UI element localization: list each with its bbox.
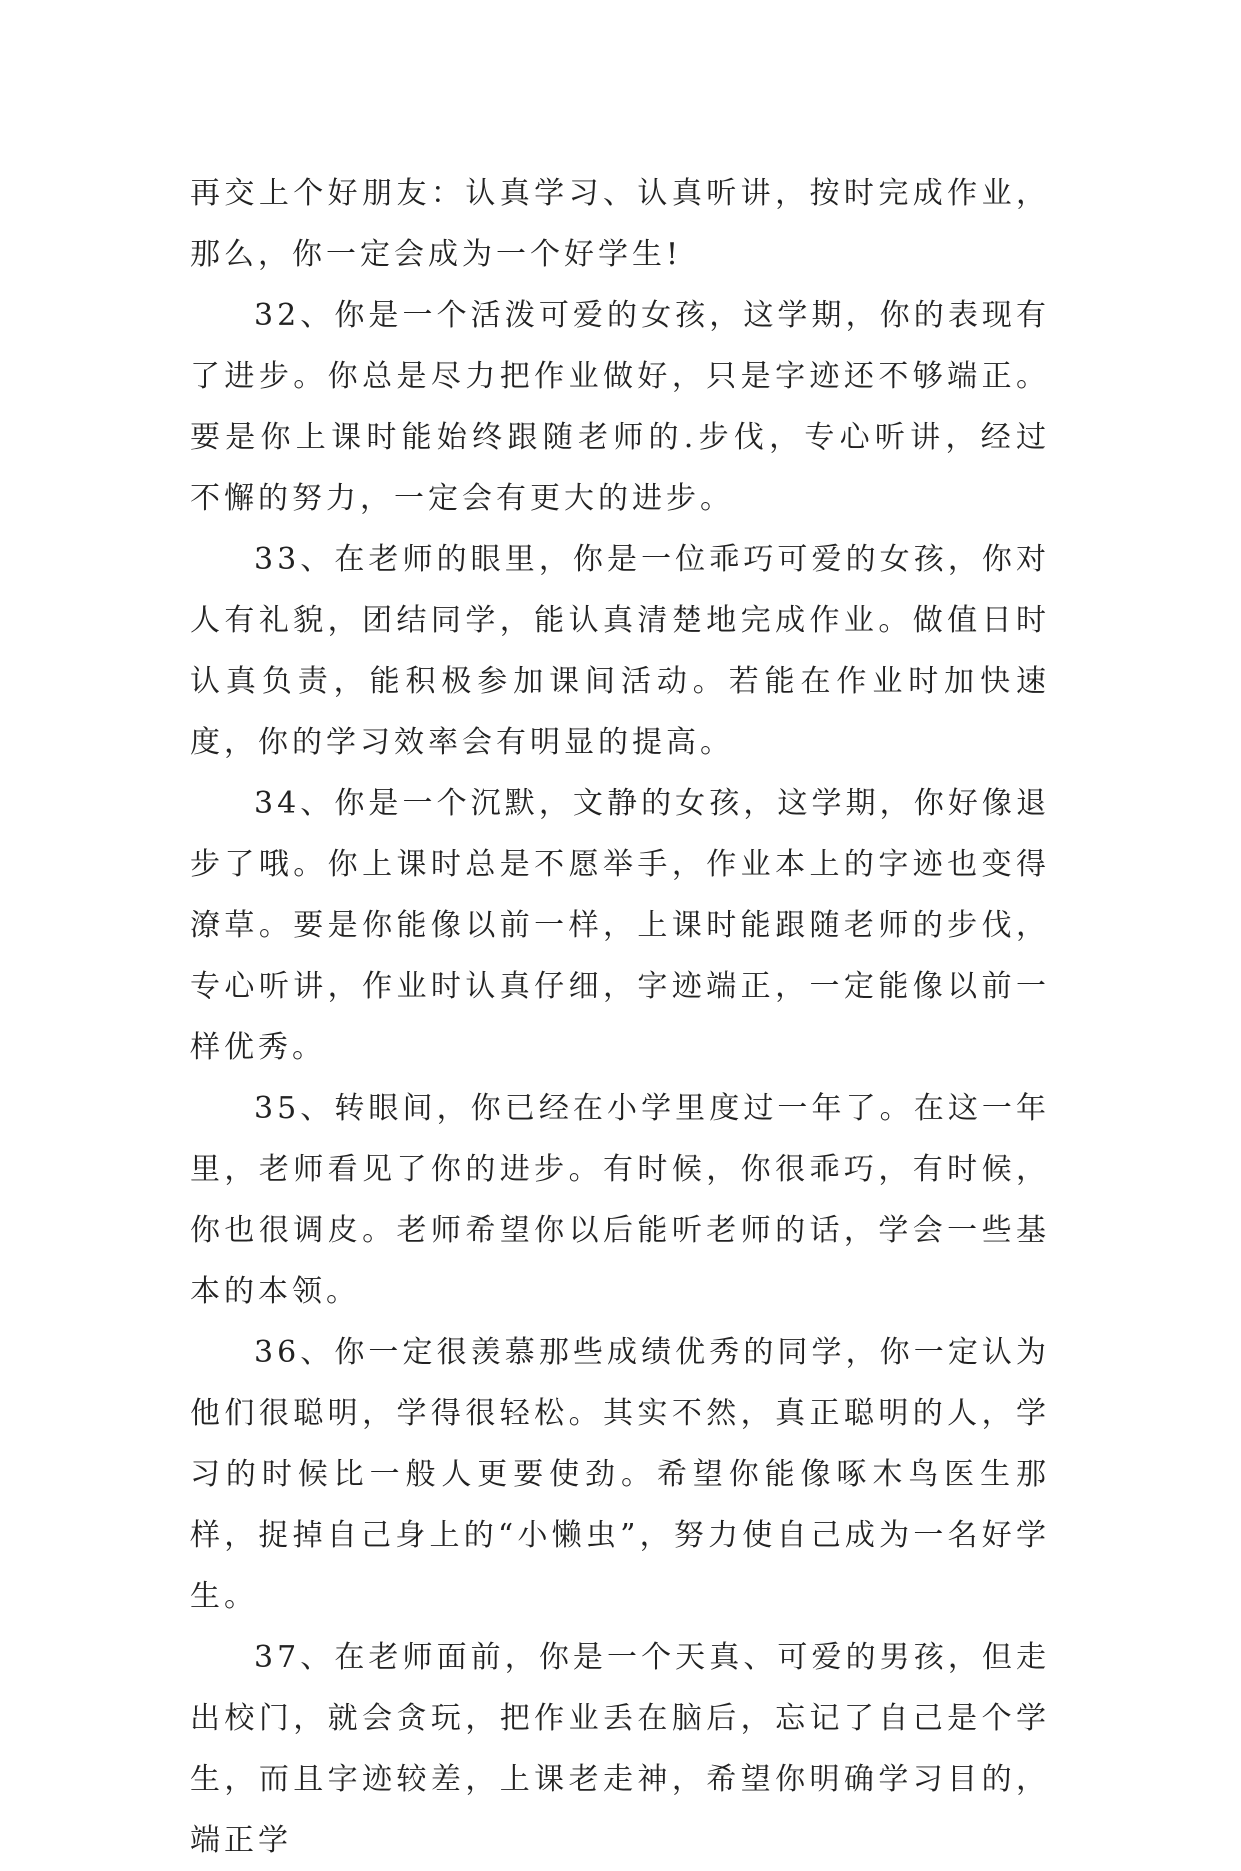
document-body bbox=[190, 163, 1050, 1871]
paragraph-comment-36: 36、你一定很羡慕那些成绩优秀的同学，你一定认为他们很聪明，学得很轻松。其实不然，真正聪明的人，学习的时候比一般人更要使劲。希望你能像啄木鸟医生那样，捉掉自己身上的“小懒虫”，努力使自己成为一名好学生。 bbox=[190, 1335, 1050, 1614]
paragraph-comment-35: 35、转眼间，你已经在小学里度过一年了。在这一年里，老师看见了你的进步。有时候，你很乖巧，有时候，你也很调皮。老师希望你以后能听老师的话，学会一些基本的本领。 bbox=[190, 1091, 1050, 1309]
paragraph-comment-34: 34、你是一个沉默，文静的女孩，这学期，你好像退步了哦。你上课时总是不愿举手，作业本上的字迹也变得潦草。要是你能像以前一样，上课时能跟随老师的步伐，专心听讲，作业时认真仔细，字迹端正，一定能像以前一样优秀。 bbox=[190, 786, 1050, 1065]
paragraph-comment-37: 37、在老师面前，你是一个天真、可爱的男孩，但走出校门，就会贪玩，把作业丢在脑后，忘记了自己是个学生，而且字迹较差，上课老走神，希望你明确学习目的，端正学 bbox=[190, 1640, 1050, 1858]
paragraph-comment-33: 33、在老师的眼里，你是一位乖巧可爱的女孩，你对人有礼貌，团结同学，能认真清楚地完成作业。做值日时认真负责，能积极参加课间活动。若能在作业时加快速度，你的学习效率会有明显的提高。 bbox=[190, 542, 1050, 760]
paragraph-continuation: 再交上个好朋友：认真学习、认真听讲，按时完成作业，那么，你一定会成为一个好学生! bbox=[190, 176, 1050, 272]
paragraph-comment-32: 32、你是一个活泼可爱的女孩，这学期，你的表现有了进步。你总是尽力把作业做好，只是字迹还不够端正。要是你上课时能始终跟随老师的.步伐，专心听讲，经过不懈的努力，一定会有更大的进步。 bbox=[190, 298, 1050, 516]
